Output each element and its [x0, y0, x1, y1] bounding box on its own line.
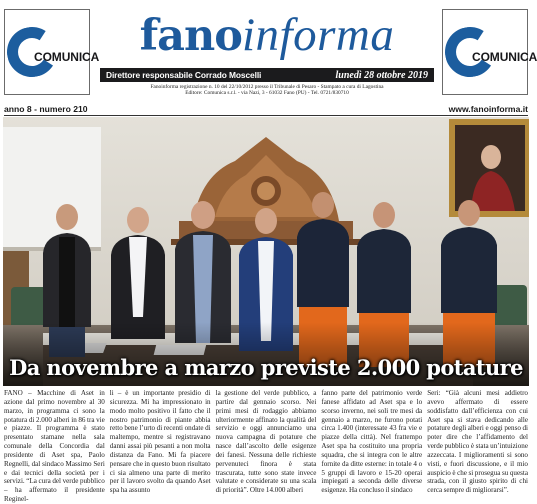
- issue-date: lunedì 28 ottobre 2019: [335, 69, 428, 81]
- article-headline: Da novembre a marzo previste 2.000 potature: [9, 355, 523, 380]
- comunica-logo-text: COMUNICA: [472, 50, 537, 64]
- director-line: Direttore responsabile Corrado Moscelli: [106, 70, 262, 80]
- director-bar: [100, 68, 434, 82]
- group-photo-illustration: [3, 117, 529, 386]
- article-column-5: Seri: “Già alcuni mesi addietro avevo affermato di essere soddisfatto dall’efficienza con cui Aset spa si stava dedicando alle potature degli alberi e oggi penso di poter dire che l’affidamento del verde pubblico è stata un’intuizione azzeccata. I miglioramenti si sono visti, e fuori discussione, e il mio auspicio è che si prosegua su questa strada, con il giusto spirito di chi cerca sempre di migliorarsi”.: [427, 389, 528, 495]
- article-column-4: fanno parte del patrimonio verde fanese affidato ad Aset spa e lo scorso inverno, nei soli tre mesi da gennaio a marzo, ne furono potati circa 1.400 (interessate 43 fra vie e piazze della città). Nel frattempo Aset spa ha costituito una propria squadra, che si integra con le altre fornite da ditte esterne: in totale 4 o 5 gruppi di lavoro e 15-20 operai impiegati a seconda delle diverse esigenze. Ha concluso il sindaco: [321, 389, 423, 495]
- title-part-informa: informa: [241, 9, 395, 61]
- comunica-logo-right: [442, 9, 537, 95]
- title-part-fano: fano: [139, 11, 242, 61]
- article-column-1: FANO – Macchine di Aset in azione dal primo novembre al 30 marzo, in programma ci sono la potatura di 2.000 alberi in 86 tra vie e piazze. Il programma è stato presentato stamane nella sala comunale della Concordia dal presidente di Aset spa, Paolo Regnelli, dal sindaco Massimo Seri e dai tecnici della società per i servizi. “La cura del verde pubblico – ha affermato il presidente Reginel-: [4, 389, 105, 504]
- article-body: [4, 389, 528, 504]
- registration-line-1: Fanoinforma registrazione n. 10 del 22/10/2012 presso il Tribunale di Pesaro - Stampato a cura di Lagostina: [150, 84, 384, 90]
- comunica-logo-text: COMUNICA: [34, 50, 100, 64]
- article-column-3: la gestione del verde pubblico, a partire dal gennaio scorso. Nei primi mesi di rodaggio abbiamo ulteriormente affinato la qualità del servizio e oggi annunciamo una nuova campagna di potature che nasce dall’ascolto delle esigenze dei fanesi. Nessuna delle richieste pervenuteci finora è stata trascurata, tutte sono state invece valutate e considerate su una scala di priorità”. Oltre 14.000 alberi: [215, 389, 317, 495]
- issue-number: anno 8 - numero 210: [4, 104, 88, 114]
- registration-info: [100, 84, 434, 97]
- newspaper-title: [100, 8, 434, 66]
- article-column-2: li – è un importante presidio di sicurezza. Mi ha impressionato in modo molto positivo il fatto che il nostro patrimonio di piante abbia retto bene l’urto di recenti ondate di maltempo, mentre si registravano danni assai più pesanti a non molta distanza da Fano. Mi fa piacere pensare che in questo buon risultato ci sia almeno una parte di merito per il lavoro svolto da quando Aset spa ha assunto: [109, 389, 211, 495]
- website-link[interactable]: www.fanoinforma.it: [448, 104, 528, 114]
- registration-line-2: Editore: Comunica s.r.l. - via Nazi, 3 - 61032 Fano (PU) - Tel. 0721/830710: [185, 90, 349, 97]
- issue-row: [4, 103, 528, 115]
- projection-screen: [3, 127, 101, 247]
- article-photo: [3, 117, 529, 386]
- portrait-painting: [449, 119, 529, 217]
- comunica-logo-left: [4, 9, 100, 95]
- issue-divider: [4, 115, 528, 116]
